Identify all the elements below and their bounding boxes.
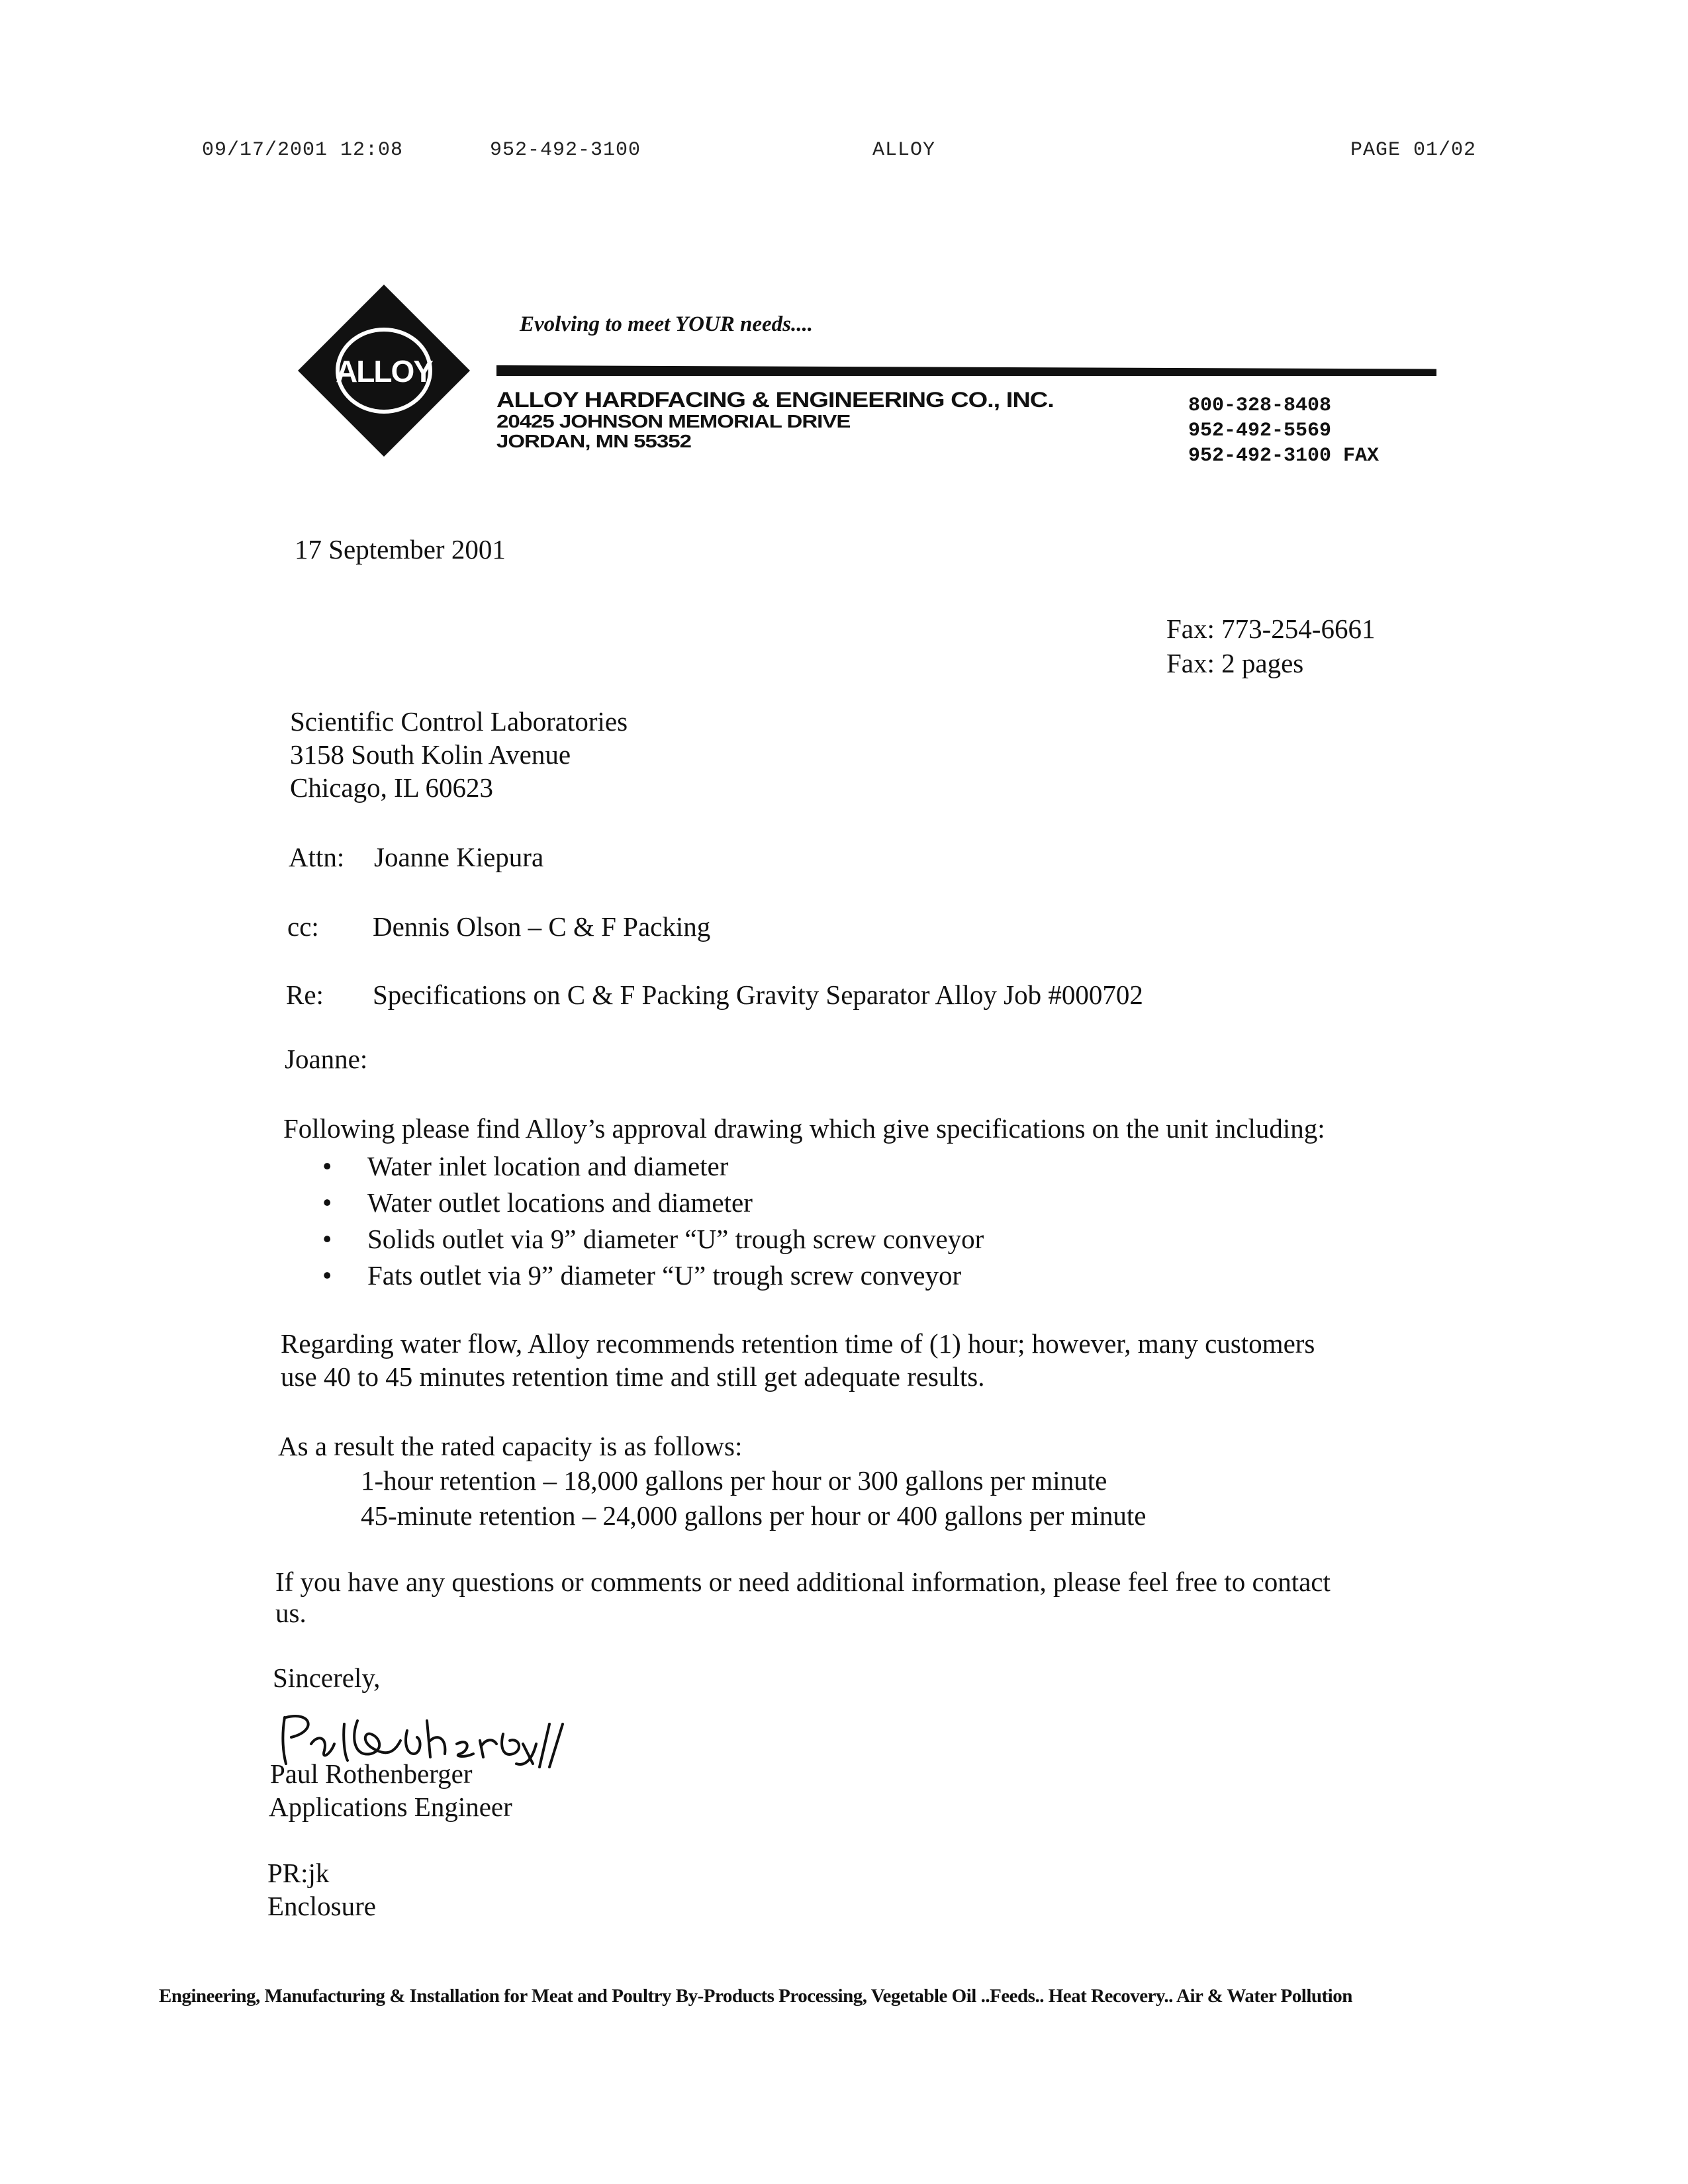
list-item: • Water inlet location and diameter [308,1148,984,1185]
sign-off: Sincerely, [273,1662,381,1693]
letterhead-street: 20425 JOHNSON MEMORIAL DRIVE [496,410,851,432]
letterhead-footer: Engineering, Manufacturing & Installation for Meat and Poultry By-Products Processing, Vegetable Oil ..Feeds.. Heat Recovery.. Air & Water Pollution [159,1985,1352,2007]
intro-paragraph: Following please find Alloy’s approval drawing which give specifications on the unit including: [283,1113,1325,1144]
salutation: Joanne: [285,1044,368,1074]
letterhead-city: JORDAN, MN 55352 [496,430,691,452]
flow-paragraph-line-1: Regarding water flow, Alloy recommends retention time of (1) hour; however, many customers [281,1328,1315,1359]
attn-value: Joanne Kiepura [374,842,544,872]
fax-pages: Fax: 2 pages [1166,648,1304,678]
fax-header-datetime: 09/17/2001 12:08 [202,139,404,161]
cc-value: Dennis Olson – C & F Packing [373,911,711,942]
company-logo [295,281,473,460]
letterhead-tagline: Evolving to meet YOUR needs.... [520,312,814,336]
fax-header-sender: ALLOY [872,139,936,161]
logo-text: ALLOY [336,354,432,388]
signer-name: Paul Rothenberger [270,1758,473,1789]
letter-date: 17 September 2001 [295,534,506,565]
re-label: Re: [286,979,324,1010]
flow-paragraph-line-2: use 40 to 45 minutes retention time and still get adequate results. [281,1361,985,1392]
fax-header-phone: 952-492-3100 [490,139,641,161]
list-item: • Solids outlet via 9” diameter “U” trough screw conveyor [308,1221,984,1257]
closing-line-1: If you have any questions or comments or need additional information, please feel free to contact [275,1567,1331,1597]
bullet-icon: • [322,1224,332,1254]
enclosure-note: Enclosure [267,1891,376,1921]
capacity-line-2: 45-minute retention – 24,000 gallons per hour or 400 gallons per minute [361,1500,1147,1531]
bullet-icon: • [322,1260,332,1291]
letterhead-phone-1: 800-328-8408 [1188,394,1332,417]
attn-label: Attn: [289,842,345,872]
capacity-line-1: 1-hour retention – 18,000 gallons per hour or 300 gallons per minute [361,1465,1107,1496]
letterhead-phone-2: 952-492-5569 [1188,420,1332,442]
list-item: • Fats outlet via 9” diameter “U” trough screw conveyor [308,1257,984,1294]
re-value: Specifications on C & F Packing Gravity Separator Alloy Job #000702 [373,979,1143,1010]
recipient-org: Scientific Control Laboratories [290,706,628,737]
capacity-intro: As a result the rated capacity is as follows: [278,1431,743,1461]
closing-line-2: us. [275,1598,306,1628]
typist-initials: PR:jk [267,1858,330,1888]
signer-title: Applications Engineer [269,1792,512,1822]
fax-header-page: PAGE 01/02 [1350,139,1477,161]
bullet-icon: • [322,1151,332,1181]
letterhead-company: ALLOY HARDFACING & ENGINEERING CO., INC. [496,388,1054,412]
alloy-logo-icon [295,281,473,460]
recipient-city: Chicago, IL 60623 [290,772,494,803]
letterhead-phone-3: 952-492-3100 FAX [1188,445,1380,467]
list-item: • Water outlet locations and diameter [308,1185,984,1221]
spec-list [308,1148,984,1294]
recipient-street: 3158 South Kolin Avenue [290,739,571,770]
fax-number: Fax: 773-254-6661 [1166,614,1376,644]
letterhead-rule [496,365,1436,376]
bullet-icon: • [322,1187,332,1218]
cc-label: cc: [287,911,319,942]
